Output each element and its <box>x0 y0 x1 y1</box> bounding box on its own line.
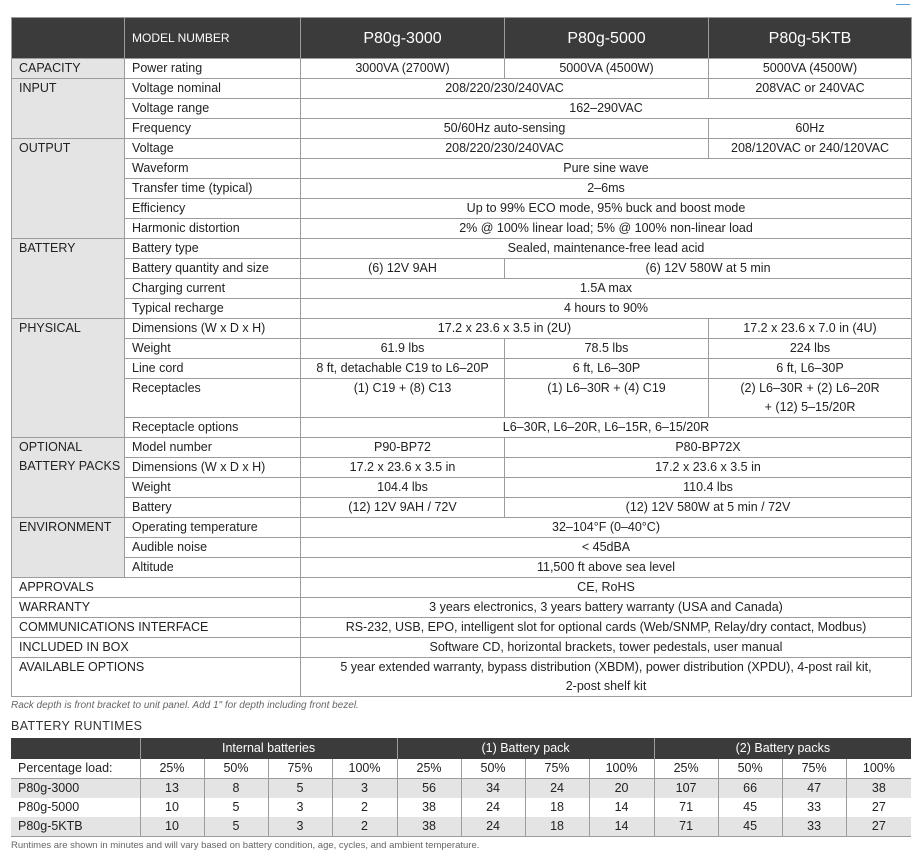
spec-value: 208/220/230/240VAC <box>301 139 709 159</box>
spec-row <box>12 598 912 618</box>
spec-label: Transfer time (typical) <box>125 179 301 199</box>
percentage-cell: 50% <box>461 759 525 779</box>
spec-label: Dimensions (W x D x H) <box>125 458 301 478</box>
runtime-value: 10 <box>140 817 204 837</box>
options-line-1: 5 year extended warranty, bypass distribution (XBDM), power distribution (XPDU), 4-post rail kit, <box>340 660 872 674</box>
runtime-value: 18 <box>525 798 589 817</box>
model-header-3: P80g-5KTB <box>709 18 912 59</box>
runtime-value: 66 <box>718 779 782 799</box>
runtime-value: 2 <box>332 817 397 837</box>
spec-row <box>12 159 912 179</box>
spec-row <box>12 199 912 219</box>
runtime-model: P80g-5000 <box>18 800 80 814</box>
spec-row <box>12 638 912 658</box>
spec-value: (1) C19 + (8) C13 <box>301 379 505 418</box>
spec-value: Sealed, maintenance-free lead acid <box>301 239 912 259</box>
rack-depth-note: Rack depth is front bracket to unit panel. Add 1" for depth including front bezel. <box>11 700 359 711</box>
percentage-cell: 25% <box>397 759 461 779</box>
spec-value: 17.2 x 23.6 x 7.0 in (4U) <box>709 319 912 339</box>
spec-value: 208/220/230/240VAC <box>301 79 709 99</box>
runtimes-table <box>11 738 911 837</box>
percentage-cell: 25% <box>140 759 204 779</box>
spec-value: 162–290VAC <box>301 99 912 119</box>
receptacles-line-2: + (12) 5–15/20R <box>764 400 856 414</box>
spec-value: Up to 99% ECO mode, 95% buck and boost mode <box>301 199 912 219</box>
runtime-value: 56 <box>397 779 461 799</box>
percentage-cell: 50% <box>204 759 268 779</box>
runtime-row <box>11 798 911 817</box>
category-communications: COMMUNICATIONS INTERFACE <box>12 618 301 638</box>
spec-label: Battery type <box>125 239 301 259</box>
spec-value: (6) 12V 580W at 5 min <box>505 259 912 279</box>
runtime-value: 3 <box>268 798 332 817</box>
runtime-value: 24 <box>461 798 525 817</box>
spec-value: 3000VA (2700W) <box>301 59 505 79</box>
spec-page <box>11 0 911 851</box>
spec-value: (12) 12V 580W at 5 min / 72V <box>505 498 912 518</box>
spec-value: < 45dBA <box>301 538 912 558</box>
spec-label: Dimensions (W x D x H) <box>125 319 301 339</box>
runtime-value: 38 <box>397 817 461 837</box>
runtime-value: 3 <box>332 779 397 799</box>
percentage-cell: 100% <box>332 759 397 779</box>
spec-row <box>12 458 912 478</box>
spec-label: Receptacle options <box>125 418 301 438</box>
spec-label: Operating temperature <box>125 518 301 538</box>
spec-value: 104.4 lbs <box>301 478 505 498</box>
runtime-value: 24 <box>525 779 589 799</box>
spec-row <box>12 319 912 339</box>
percentage-cell: 50% <box>718 759 782 779</box>
group-header: Internal batteries <box>140 738 397 759</box>
runtime-value: 33 <box>782 817 846 837</box>
spec-row <box>12 239 912 259</box>
runtimes-header-blank <box>11 738 140 759</box>
percentage-row <box>11 759 911 779</box>
spec-value: 17.2 x 23.6 x 3.5 in <box>505 458 912 478</box>
runtime-value: 13 <box>140 779 204 799</box>
spec-value: 224 lbs <box>709 339 912 359</box>
spec-value: CE, RoHS <box>301 578 912 598</box>
spec-value: 60Hz <box>709 119 912 139</box>
spec-value: Pure sine wave <box>301 159 912 179</box>
spec-table <box>11 17 912 697</box>
spec-value-multiline <box>709 379 912 418</box>
runtime-value: 71 <box>654 798 718 817</box>
spec-label: Waveform <box>125 159 301 179</box>
spec-value: 78.5 lbs <box>505 339 709 359</box>
category-environment: ENVIRONMENT <box>12 518 125 578</box>
spec-value: P80-BP72X <box>505 438 912 458</box>
category-line-2: BATTERY PACKS <box>19 459 121 473</box>
runtime-value: 27 <box>846 817 911 837</box>
spec-label: Altitude <box>125 558 301 578</box>
spec-value: 5000VA (4500W) <box>505 59 709 79</box>
runtimes-header-row <box>11 738 911 759</box>
spec-row <box>12 498 912 518</box>
runtime-value: 5 <box>204 817 268 837</box>
spec-value: L6–30R, L6–20R, L6–15R, 6–15/20R <box>301 418 912 438</box>
spec-value: 61.9 lbs <box>301 339 505 359</box>
runtime-value: 34 <box>461 779 525 799</box>
spec-label: Battery quantity and size <box>125 259 301 279</box>
spec-row <box>12 259 912 279</box>
spec-label: Battery <box>125 498 301 518</box>
runtime-value: 8 <box>204 779 268 799</box>
spec-value: 6 ft, L6–30P <box>505 359 709 379</box>
percentage-label: Percentage load: <box>11 759 140 779</box>
spec-value: 32–104°F (0–40°C) <box>301 518 912 538</box>
runtime-value: 20 <box>589 779 654 799</box>
spec-value: 17.2 x 23.6 x 3.5 in (2U) <box>301 319 709 339</box>
spec-label: Power rating <box>125 59 301 79</box>
runtime-value: 45 <box>718 817 782 837</box>
percentage-cell: 100% <box>846 759 911 779</box>
spec-value: 3 years electronics, 3 years battery warranty (USA and Canada) <box>301 598 912 618</box>
spec-value: 208/120VAC or 240/120VAC <box>709 139 912 159</box>
runtime-row <box>11 817 911 837</box>
spec-label: Weight <box>125 478 301 498</box>
spec-value: 2% @ 100% linear load; 5% @ 100% non-linear load <box>301 219 912 239</box>
category-capacity: CAPACITY <box>12 59 125 79</box>
spec-row <box>12 538 912 558</box>
spec-label: Typical recharge <box>125 299 301 319</box>
spec-label: Line cord <box>125 359 301 379</box>
spec-value: 50/60Hz auto-sensing <box>301 119 709 139</box>
runtime-value: 18 <box>525 817 589 837</box>
runtime-value: 27 <box>846 798 911 817</box>
spec-row <box>12 438 912 458</box>
category-line-1: OPTIONAL <box>19 440 83 454</box>
spec-value: P90-BP72 <box>301 438 505 458</box>
percentage-cell: 75% <box>782 759 846 779</box>
spec-row <box>12 518 912 538</box>
spec-value: 110.4 lbs <box>505 478 912 498</box>
runtime-value: 14 <box>589 817 654 837</box>
model-header-1: P80g-3000 <box>301 18 505 59</box>
spec-value: (12) 12V 9AH / 72V <box>301 498 505 518</box>
runtime-value: 71 <box>654 817 718 837</box>
spec-value: (6) 12V 9AH <box>301 259 505 279</box>
spec-value: (1) L6–30R + (4) C19 <box>505 379 709 418</box>
spec-row <box>12 379 912 418</box>
spec-row <box>12 359 912 379</box>
spec-value: 5000VA (4500W) <box>709 59 912 79</box>
model-number-header: MODEL NUMBER <box>125 18 301 59</box>
spec-row <box>12 139 912 159</box>
spec-label: Efficiency <box>125 199 301 219</box>
options-line-2: 2-post shelf kit <box>565 679 647 693</box>
spec-value: 2–6ms <box>301 179 912 199</box>
spec-row <box>12 339 912 359</box>
spec-row <box>12 658 912 697</box>
runtime-value: 107 <box>654 779 718 799</box>
spec-row <box>12 119 912 139</box>
percentage-cell: 75% <box>525 759 589 779</box>
spec-header-row <box>12 18 912 59</box>
runtime-value: 24 <box>461 817 525 837</box>
runtime-value: 2 <box>332 798 397 817</box>
runtime-value: 5 <box>204 798 268 817</box>
spec-label: Voltage range <box>125 99 301 119</box>
spec-value: 4 hours to 90% <box>301 299 912 319</box>
spec-label: Harmonic distortion <box>125 219 301 239</box>
category-approvals: APPROVALS <box>12 578 301 598</box>
runtime-value: 33 <box>782 798 846 817</box>
spec-value: 8 ft, detachable C19 to L6–20P <box>301 359 505 379</box>
runtime-value: 45 <box>718 798 782 817</box>
spec-row <box>12 418 912 438</box>
spec-value: 17.2 x 23.6 x 3.5 in <box>301 458 505 478</box>
category-warranty: WARRANTY <box>12 598 301 618</box>
runtime-value: 5 <box>268 779 332 799</box>
spec-value: Software CD, horizontal brackets, tower pedestals, user manual <box>301 638 912 658</box>
runtime-row <box>11 779 911 799</box>
spec-value: 208VAC or 240VAC <box>709 79 912 99</box>
spec-row <box>12 59 912 79</box>
runtime-value: 14 <box>589 798 654 817</box>
percentage-cell: 100% <box>589 759 654 779</box>
spec-label: Receptacles <box>125 379 301 418</box>
spec-row <box>12 618 912 638</box>
spec-row <box>12 79 912 99</box>
category-output: OUTPUT <box>12 139 125 239</box>
runtime-model: P80g-5KTB <box>11 817 140 837</box>
spec-label: Model number <box>125 438 301 458</box>
model-header-2: P80g-5000 <box>505 18 709 59</box>
category-battery: BATTERY <box>12 239 125 319</box>
spec-value: 6 ft, L6–30P <box>709 359 912 379</box>
runtime-value: 3 <box>268 817 332 837</box>
percentage-cell: 25% <box>654 759 718 779</box>
runtimes-title: BATTERY RUNTIMES <box>11 719 143 733</box>
spec-row <box>12 578 912 598</box>
category-available-options: AVAILABLE OPTIONS <box>12 658 301 697</box>
spec-value-multiline <box>301 658 912 697</box>
header-blank <box>12 18 125 59</box>
percentage-cell: 75% <box>268 759 332 779</box>
runtime-value: 10 <box>140 798 204 817</box>
spec-label: Weight <box>125 339 301 359</box>
spec-row <box>12 558 912 578</box>
group-header: (1) Battery pack <box>397 738 654 759</box>
spec-label: Frequency <box>125 119 301 139</box>
spec-label: Voltage <box>125 139 301 159</box>
spec-row <box>12 219 912 239</box>
spec-row <box>12 99 912 119</box>
spec-label: Voltage nominal <box>125 79 301 99</box>
category-physical: PHYSICAL <box>12 319 125 438</box>
spec-label: Audible noise <box>125 538 301 558</box>
spec-row <box>12 478 912 498</box>
spec-value: 1.5A max <box>301 279 912 299</box>
category-optional-battery-packs <box>12 438 125 518</box>
runtime-value: 38 <box>397 798 461 817</box>
runtime-value: 47 <box>782 779 846 799</box>
category-input: INPUT <box>12 79 125 139</box>
runtime-model: P80g-3000 <box>11 779 140 799</box>
group-header: (2) Battery packs <box>654 738 911 759</box>
spec-label: Charging current <box>125 279 301 299</box>
receptacles-line-1: (2) L6–30R + (2) L6–20R <box>740 381 880 395</box>
spec-row <box>12 279 912 299</box>
runtime-value: 38 <box>846 779 911 799</box>
category-included: INCLUDED IN BOX <box>12 638 301 658</box>
spec-value: RS-232, USB, EPO, intelligent slot for optional cards (Web/SNMP, Relay/dry contact, Modbus) <box>301 618 912 638</box>
runtimes-footnote: Runtimes are shown in minutes and will vary based on battery condition, age, cycles, and ambient temperature. <box>11 840 480 851</box>
spec-value: 11,500 ft above sea level <box>301 558 912 578</box>
spec-row <box>12 179 912 199</box>
spec-row <box>12 299 912 319</box>
